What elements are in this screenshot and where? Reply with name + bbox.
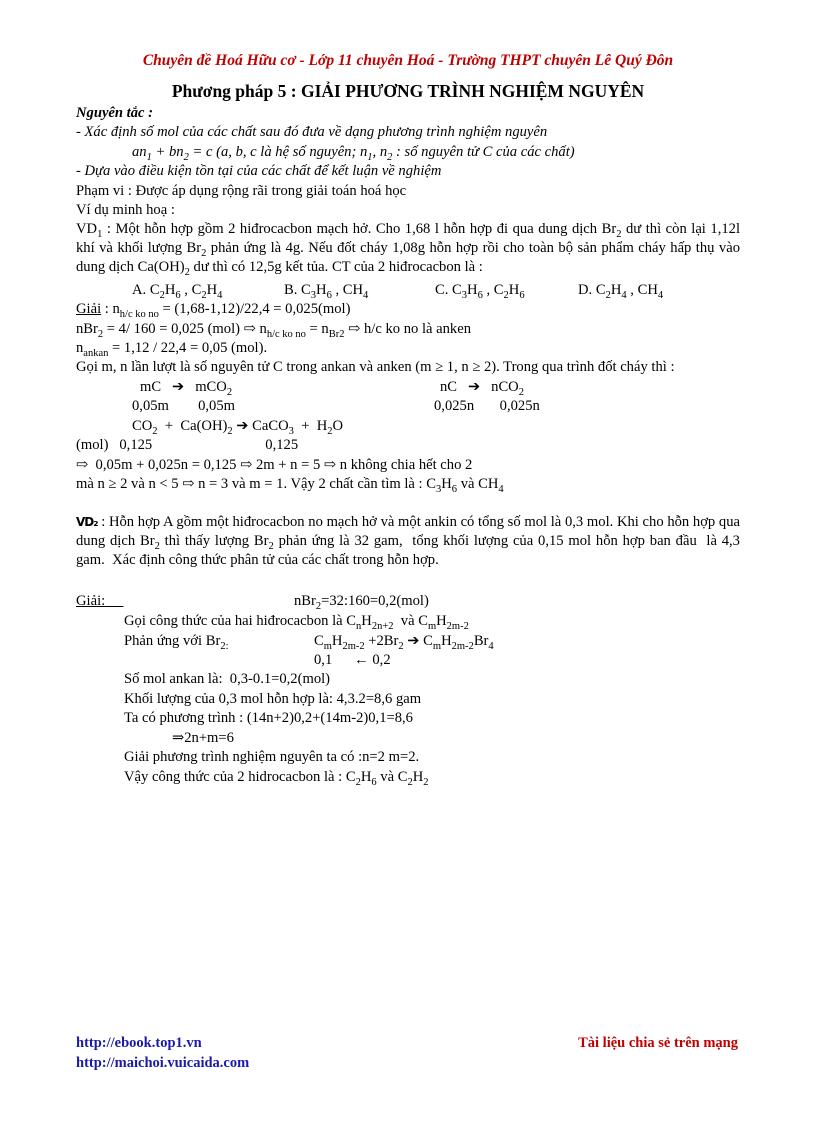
ex2-problem: VD₂ : Hỗn hợp A gồm một hiđrocacbon no mạch hở và một ankin có tổng số mol là 0,3 mol. Khi cho hỗn hợp qua dung dịch $Br_2$ thì thấy lượng $Br_2$ phản ứng là 32 gam, tổng khối lượng của 0,15 mol hỗn hợp ban đầu là 4,3 gam. Xác định công thức phân tử của các chất trong hỗn hợp. <box>76 514 740 568</box>
ex1-choice-d: D. $C_2H_4$ , $CH_4$ <box>578 282 664 301</box>
ex1-mol-alkane: 0,05m 0,05m <box>132 398 235 414</box>
ex2-equation: Ta có phương trình : (14n+2)0,2+(14m-2)0,1=8,6 <box>124 710 413 726</box>
principle-formula: $an_1 + bn_2 = c$ (a, b, c là hệ số nguyên; $n_1$, $n_2$ : số nguyên tử C của các chất) <box>132 144 575 163</box>
ex1-choice-a: A. $C_2H_6$ , $C_2H_4$ <box>132 282 223 301</box>
ex2-reaction-mol: 0,1 ← 0,2 <box>314 652 391 668</box>
ex2-solution-label: Giải: <box>76 593 106 609</box>
ex1-solution-1: Giải : $n_{h/c ko no} = (1,68-1,12)/22,4 = 0,025(mol)$ <box>76 301 351 320</box>
ex2-simplified: ⇒2n+m=6 <box>172 730 234 746</box>
ex1-precip-eq: $CO_2 + Ca(OH)_2$ ➔ CaCO$_3$ + $H_2O$ <box>132 418 344 437</box>
ex1-equation: ⇨ 0,05m + 0,025n = 0,125 ⇨ 2m + n = 5 ⇨ n không chia hết cho 2 <box>76 457 473 473</box>
scope-line: Phạm vi : Được áp dụng rộng rãi trong giải toán hoá học <box>76 183 407 199</box>
ex1-combust-alkane: mC ➔ mCO$_2$ <box>140 379 233 398</box>
ex1-choice-c: C. $C_3H_6$ , $C_2H_6$ <box>435 282 525 301</box>
ex2-alkane-mol: Số mol ankan là: 0,3-0.1=0,2(mol) <box>124 671 331 687</box>
ex2-br2-mol: nBr$_2$=32:160=0,2(mol) <box>294 593 429 612</box>
ex1-combust-alkene: nC ➔ nCO$_2$ <box>440 379 524 398</box>
principle-line-3: - Dựa vào điều kiện tồn tại của các chất để kết luận về nghiệm <box>76 163 442 179</box>
ex2-label: VD₂ <box>76 515 98 529</box>
ex1-choice-b: B. $C_3H_6$ , $CH_4$ <box>284 282 369 301</box>
ex1-mol-alkene: 0,025n 0,025n <box>434 398 540 414</box>
ex1-solution-4: Gọi m, n lần lượt là số nguyên tử C trong ankan và anken (m ≥ 1, n ≥ 2). Trong qua trình đốt cháy thì : <box>76 359 675 375</box>
principle-line-1: - Xác định số mol của các chất sau đó đưa về dạng phương trình nghiệm nguyên <box>76 124 548 140</box>
ex1-conclusion: mà n ≥ 2 và n < 5 ⇨ n = 3 và m = 1. Vậy 2 chất cần tìm là : $C_3H_6$ và $CH_4$ <box>76 476 504 495</box>
ex1-solution-2: nBr$_2$ = 4/ 160 = 0,025 (mol) ⇨ $n_{h/c ko no} = n_{Br2}$ ⇨ h/c ko no là anken <box>76 321 471 340</box>
ex2-formula-line: Gọi công thức của hai hiđrocacbon là $C_nH_{2n+2}$ và $C_mH_{2m-2}$ <box>124 613 469 632</box>
example-label: Ví dụ minh hoạ : <box>76 202 175 218</box>
page-title: Phương pháp 5 : GIẢI PHƯƠNG TRÌNH NGHIỆM NGUYÊN <box>171 81 645 101</box>
ex2-reaction-label: Phản ứng với $Br_{2:}$ <box>124 633 229 652</box>
ex2-reaction-eq: $C_mH_{2m-2} +2Br_2$ ➔ $C_mH_{2m-2}Br_4$ <box>314 633 494 652</box>
ex1-precip-mol: (mol) 0,125 0,125 <box>76 437 299 453</box>
page-header: Chuyên đề Hoá Hữu cơ - Lớp 11 chuyên Hoá - Trường THPT chuyên Lê Quý Đôn <box>142 52 674 69</box>
footer-link-maichoi[interactable]: http://maichoi.vuicaida.com <box>76 1055 250 1071</box>
ex2-integer-solution: Giải phương trình nghiệm nguyên ta có :n=2 m=2. <box>124 749 420 765</box>
footer-note: Tài liệu chia sẻ trên mạng <box>578 1035 738 1051</box>
ex2-mass: Khối lượng của 0,3 mol hỗn hợp là: 4,3.2=8,6 gam <box>124 691 422 707</box>
ex1-problem: $VD_1$ : Một hỗn hợp gồm 2 hiđrocacbon mạch hở. Cho 1,68 l hỗn hợp đi qua dung dịch $Br_2$ dư thì còn lại 1,12l khí và khối lượng $Br_2$ phản ứng là 4g. Nếu đốt cháy 1,08g hỗn hợp rồi cho toàn bộ sản phẩm cháy hấp thụ vào dung dịch $Ca(OH)_2$ dư thì có 12,5g kết tủa. CT của 2 hiđrocacbon là : <box>76 221 740 278</box>
ex2-conclusion: Vậy công thức của 2 hidrocacbon là : $C_2H_6$ và $C_2H_2$ <box>124 769 429 788</box>
principle-heading: Nguyên tắc : <box>76 105 154 121</box>
footer-link-ebook[interactable]: http://ebook.top1.vn <box>76 1035 202 1051</box>
ex1-solution-3: $n_{ankan} = 1,12 / 22,4 = 0,05$ (mol). <box>76 340 268 359</box>
